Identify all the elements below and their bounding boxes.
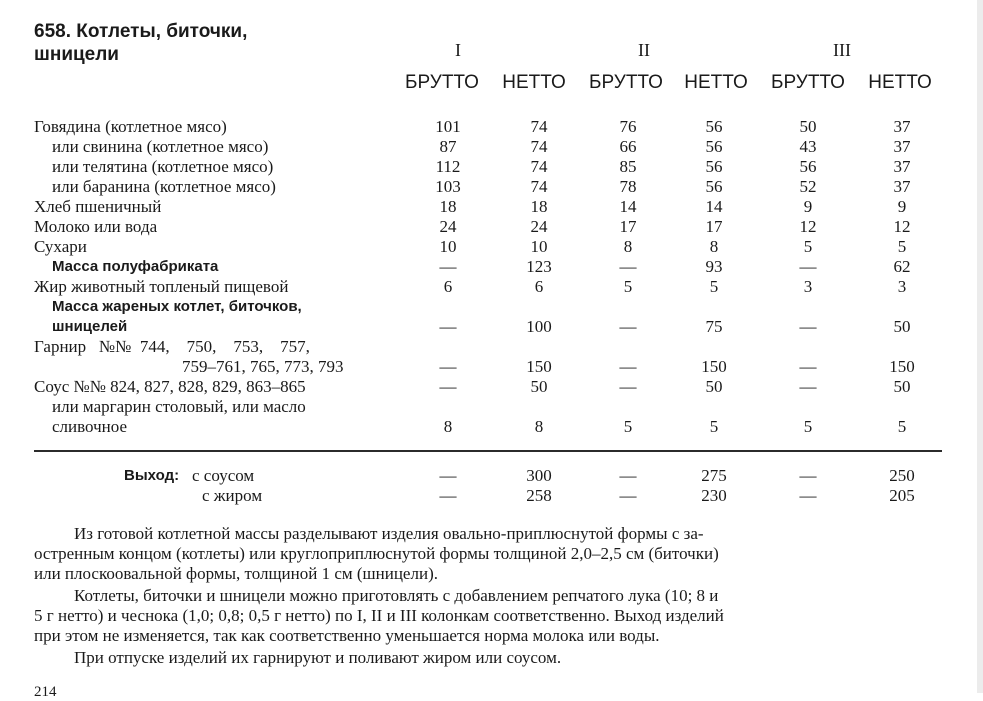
row-value: —: [799, 317, 817, 336]
yield-row-label: с соусом: [192, 466, 255, 485]
row-value: —: [439, 357, 457, 376]
row-value: 74: [530, 157, 548, 176]
row-value: 66: [619, 137, 637, 156]
row-value: 150: [526, 357, 552, 376]
row-value: 24: [439, 217, 457, 236]
table-row: [0, 257, 983, 277]
table-row: [0, 317, 983, 337]
row-label: или баранина (котлетное мясо): [52, 177, 276, 196]
description-paragraph: [34, 648, 942, 668]
row-value: —: [619, 377, 637, 396]
paragraph-line: 5 г нетто) и чеснока (1,0; 0,8; 0,5 г нетто) по I, II и III колонкам соответственно. Выход изделий: [34, 606, 724, 625]
row-value: 43: [799, 137, 817, 156]
row-value: 56: [705, 157, 723, 176]
row-value: —: [799, 257, 817, 276]
row-value: 100: [526, 317, 552, 336]
row-value: —: [799, 466, 817, 485]
row-value: 56: [705, 177, 723, 196]
table-divider: [34, 450, 942, 452]
row-value: 37: [893, 177, 911, 196]
row-value: —: [799, 357, 817, 376]
row-value: 76: [619, 117, 637, 136]
row-value: 3: [897, 277, 907, 296]
row-value: 5: [623, 417, 633, 436]
paragraph-line: При отпуске изделий их гарнируют и поливают жиром или соусом.: [74, 648, 562, 667]
row-value: 8: [709, 237, 719, 256]
row-value: 123: [526, 257, 552, 276]
row-value: 8: [443, 417, 453, 436]
row-value: 5: [897, 417, 907, 436]
table-row: [0, 217, 983, 237]
header-brutto-1: БРУТТО: [405, 72, 479, 93]
header-brutto-2: БРУТТО: [589, 72, 663, 93]
row-value: 250: [889, 466, 915, 485]
row-value: 300: [526, 466, 552, 485]
row-value: —: [799, 486, 817, 505]
row-value: —: [619, 486, 637, 505]
row-value: 230: [701, 486, 727, 505]
row-value: 74: [530, 177, 548, 196]
table-row: [0, 377, 983, 397]
row-label: Жир животный топленый пищевой: [34, 277, 289, 296]
table-row: [0, 397, 983, 417]
row-value: 10: [439, 237, 457, 256]
recipe-title: [34, 20, 374, 66]
row-label: 759–761, 765, 773, 793: [182, 357, 344, 376]
row-value: 150: [889, 357, 915, 376]
row-value: 103: [435, 177, 461, 196]
recipe-title-line2: шницели: [34, 44, 119, 65]
row-value: 75: [705, 317, 723, 336]
paragraph-line: Котлеты, биточки и шницели можно приготовлять с добавлением репчатого лука (10; 8 и: [74, 586, 719, 605]
row-value: —: [799, 377, 817, 396]
row-label: Масса полуфабриката: [52, 258, 219, 275]
row-label: Хлеб пшеничный: [34, 197, 162, 216]
row-value: 17: [619, 217, 637, 236]
row-value: 150: [701, 357, 727, 376]
row-value: 37: [893, 117, 911, 136]
row-value: —: [439, 486, 457, 505]
row-value: 87: [439, 137, 457, 156]
column-group-iii: III: [833, 40, 851, 60]
row-value: 6: [443, 277, 453, 296]
row-label: или телятина (котлетное мясо): [52, 157, 274, 176]
row-value: —: [619, 466, 637, 485]
row-value: —: [439, 377, 457, 396]
row-value: 5: [803, 237, 813, 256]
row-value: 78: [619, 177, 637, 196]
row-value: 52: [799, 177, 817, 196]
row-value: 3: [803, 277, 813, 296]
row-value: 5: [803, 417, 813, 436]
row-value: 18: [439, 197, 457, 216]
row-value: 50: [530, 377, 548, 396]
description-paragraph: [34, 524, 942, 584]
row-value: 56: [705, 117, 723, 136]
table-row: [0, 117, 983, 137]
column-group-i: I: [455, 40, 461, 60]
yield-row-fat: [0, 486, 983, 506]
row-label: Гарнир №№ 744, 750, 753, 757,: [34, 337, 310, 356]
recipe-title-line1: 658. Котлеты, биточки,: [34, 21, 248, 42]
row-value: 56: [705, 137, 723, 156]
row-value: 5: [897, 237, 907, 256]
row-value: 14: [619, 197, 637, 216]
row-value: 275: [701, 466, 727, 485]
row-label: шницелей: [52, 318, 128, 335]
row-value: 5: [709, 277, 719, 296]
table-row: [0, 197, 983, 217]
table-row: [0, 277, 983, 297]
row-label: или маргарин столовый, или масло: [52, 397, 306, 416]
table-row: [0, 357, 983, 377]
paragraph-line: остренным концом (котлеты) или круглоприплюснутой формы толщиной 2,0–2,5 см (биточки): [34, 544, 719, 563]
row-value: 6: [534, 277, 544, 296]
row-value: 5: [623, 277, 633, 296]
row-value: 74: [530, 137, 548, 156]
row-label: Молоко или вода: [34, 217, 158, 236]
row-value: 50: [893, 317, 911, 336]
yield-row-label: с жиром: [202, 486, 263, 505]
header-netto-1: НЕТТО: [502, 72, 566, 93]
table-row: [0, 177, 983, 197]
row-value: 37: [893, 137, 911, 156]
page-number: 214: [34, 684, 57, 700]
table-row: [0, 137, 983, 157]
row-value: 12: [893, 217, 911, 236]
row-value: 12: [799, 217, 817, 236]
row-value: 205: [889, 486, 915, 505]
row-value: 50: [799, 117, 817, 136]
row-value: 9: [803, 197, 813, 216]
table-row: [0, 417, 983, 437]
column-group-ii: II: [638, 40, 650, 60]
row-value: 8: [534, 417, 544, 436]
row-value: —: [439, 466, 457, 485]
table-row: [0, 157, 983, 177]
row-label: сливочное: [52, 417, 127, 436]
table-row: [0, 337, 983, 357]
row-value: 85: [619, 157, 637, 176]
row-value: 56: [799, 157, 817, 176]
row-label: Соус №№ 824, 827, 828, 829, 863–865: [34, 377, 306, 396]
row-label: Говядина (котлетное мясо): [34, 117, 227, 136]
yield-row-sauce: [0, 466, 983, 486]
paragraph-line: или плоскоовальной формы, толщиной 1 см (шницели).: [34, 564, 438, 583]
table-row: [0, 237, 983, 257]
row-value: 50: [893, 377, 911, 396]
row-value: 24: [530, 217, 548, 236]
row-value: —: [619, 317, 637, 336]
row-value: 10: [530, 237, 548, 256]
row-value: 62: [893, 257, 911, 276]
row-label: Масса жареных котлет, биточков,: [52, 298, 302, 315]
row-value: 112: [435, 157, 461, 176]
header-brutto-3: БРУТТО: [771, 72, 845, 93]
row-label: или свинина (котлетное мясо): [52, 137, 269, 156]
row-value: 37: [893, 157, 911, 176]
row-value: 17: [705, 217, 723, 236]
row-value: 93: [705, 257, 723, 276]
row-value: —: [619, 357, 637, 376]
header-netto-3: НЕТТО: [868, 72, 932, 93]
row-value: 50: [705, 377, 723, 396]
row-value: 9: [897, 197, 907, 216]
row-value: —: [439, 317, 457, 336]
row-value: 258: [526, 486, 552, 505]
row-value: 8: [623, 237, 633, 256]
row-label: Сухари: [34, 237, 87, 256]
header-netto-2: НЕТТО: [684, 72, 748, 93]
table-row: [0, 297, 983, 317]
row-value: 74: [530, 117, 548, 136]
paragraph-line: Из готовой котлетной массы разделывают изделия овально-приплюснутой формы с за-: [74, 524, 704, 543]
row-value: 5: [709, 417, 719, 436]
row-value: 14: [705, 197, 723, 216]
row-value: —: [439, 257, 457, 276]
row-value: 18: [530, 197, 548, 216]
row-value: —: [619, 257, 637, 276]
row-value: 101: [435, 117, 461, 136]
yield-label: Выход:: [124, 467, 180, 484]
description-paragraph: [34, 586, 942, 646]
paragraph-line: при этом не изменяется, так как соответственно уменьшается норма молока или воды.: [34, 626, 660, 645]
